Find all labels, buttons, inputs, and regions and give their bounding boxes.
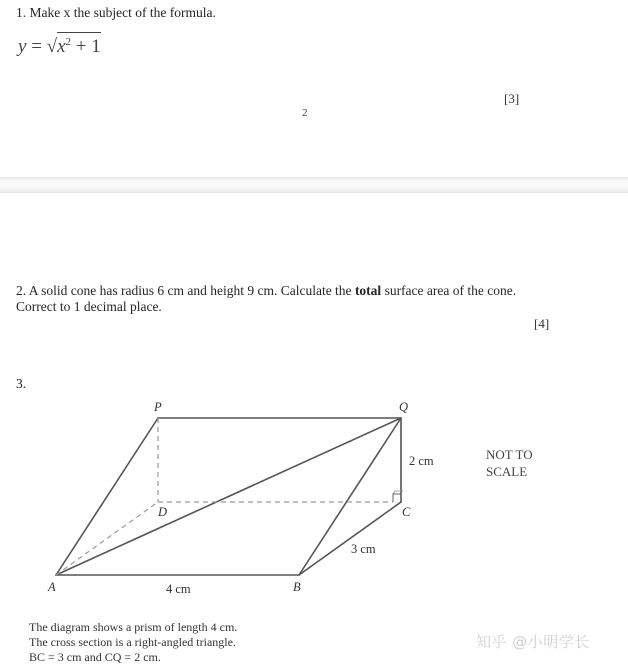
vertex-label-A: A bbox=[48, 580, 56, 594]
vertex-label-D: D bbox=[158, 505, 168, 519]
dimension-AB: 4 cm bbox=[166, 582, 191, 596]
edge-CB bbox=[299, 502, 401, 575]
right-angle-icon bbox=[393, 494, 401, 502]
sqrt-icon: √ bbox=[46, 36, 58, 57]
hidden-edge-AD bbox=[56, 502, 158, 575]
formula-equals: = bbox=[31, 36, 42, 57]
vertex-label-P: P bbox=[154, 400, 162, 414]
question-1-prompt: 1. Make x the subject of the formula. bbox=[16, 5, 216, 20]
description-line-3: BC = 3 cm and CQ = 2 cm. bbox=[29, 650, 161, 664]
formula-radicand-var: x bbox=[57, 36, 66, 57]
formula-lhs: y bbox=[18, 36, 27, 57]
scale-note-line1: NOT TO bbox=[486, 447, 533, 462]
scale-note-line2: SCALE bbox=[486, 464, 528, 479]
dimension-BC: 3 cm bbox=[351, 542, 376, 556]
formula-radicand-rest: + 1 bbox=[75, 36, 101, 57]
question-2-prompt-end: surface area of the cone. bbox=[381, 283, 517, 298]
formula-exponent: 2 bbox=[65, 36, 72, 48]
question-2-prompt-line2: Correct to 1 decimal place. bbox=[16, 299, 162, 314]
page-number: 2 bbox=[302, 107, 308, 119]
dimension-CQ: 2 cm bbox=[409, 454, 434, 468]
watermark: 知乎 @小明学长 bbox=[476, 633, 590, 651]
question-1-marks: [3] bbox=[504, 91, 520, 106]
question-3-number: 3. bbox=[16, 376, 27, 391]
question-2-marks: [4] bbox=[534, 316, 550, 331]
vertex-label-B: B bbox=[293, 580, 301, 594]
description-line-2: The cross section is a right-angled triangle. bbox=[29, 635, 236, 649]
vertex-label-Q: Q bbox=[399, 400, 409, 414]
question-2-prompt-start: 2. A solid cone has radius 6 cm and height 9 cm. Calculate the bbox=[16, 283, 355, 298]
question-2-prompt-bold: total bbox=[354, 283, 382, 298]
description-line-1: The diagram shows a prism of length 4 cm. bbox=[29, 620, 238, 634]
vertex-label-C: C bbox=[402, 505, 411, 519]
